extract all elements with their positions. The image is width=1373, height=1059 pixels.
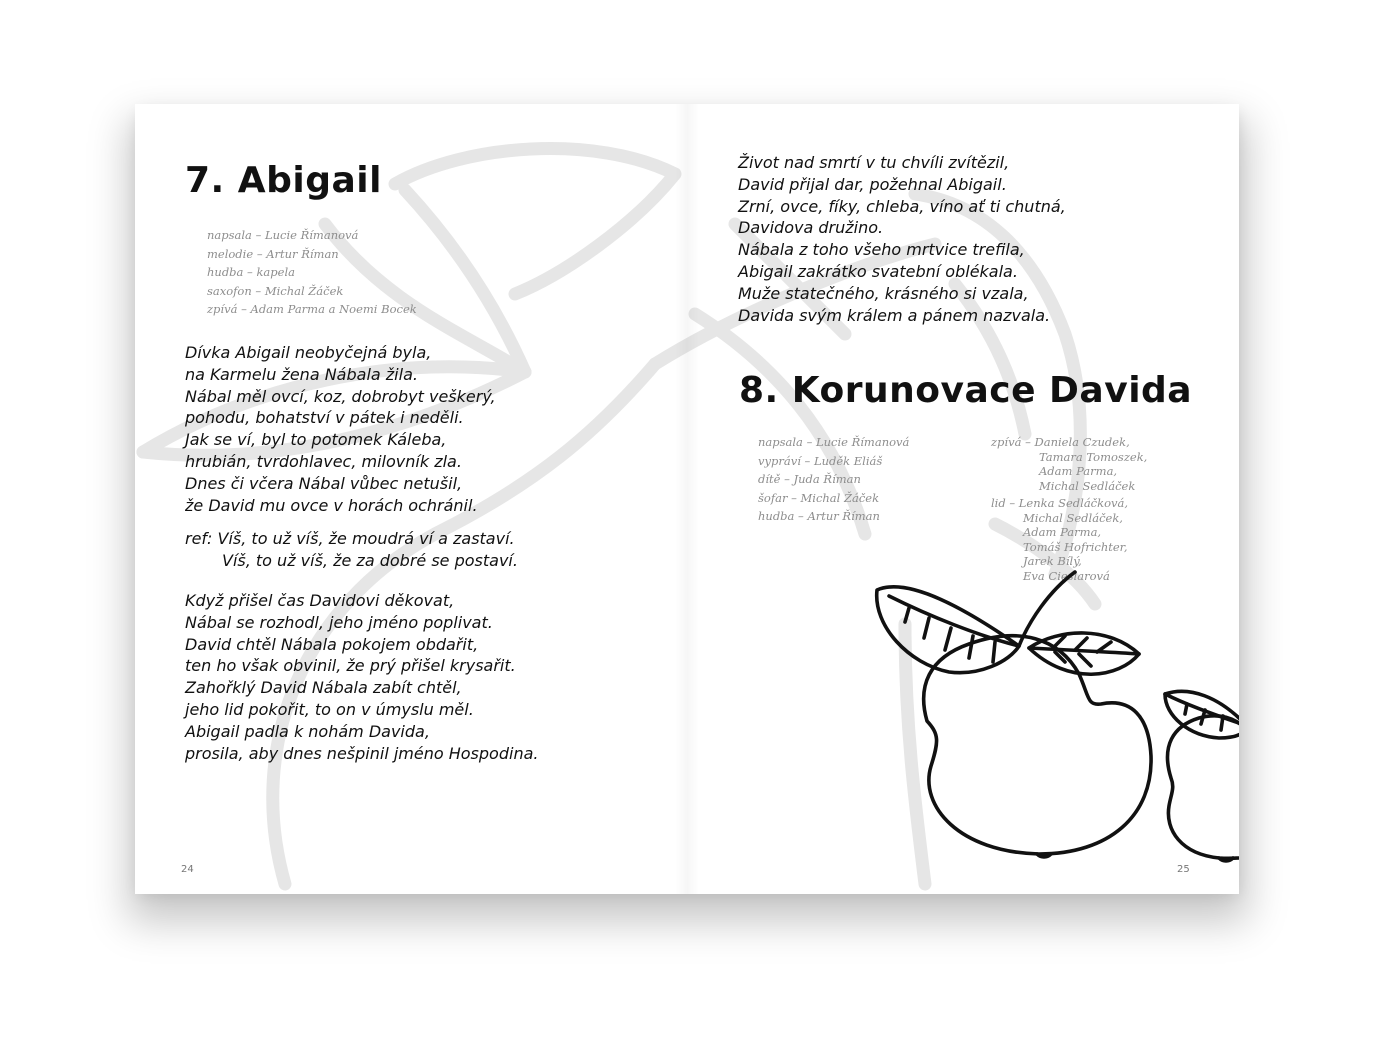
credit-line: zpívá – Daniela Czudek, [991,435,1130,449]
credit-line: Tamara Tomoszek, [1039,449,1148,464]
lyric-line: ten ho však obvinil, že prý přišel krysařit. [185,656,516,676]
lyric-line: Nábal se rozhodl, jeho jméno poplivat. [185,612,493,632]
lyric-line: David chtěl Nábala pokojem obdařit, [185,634,479,654]
song-credits [758,433,909,526]
lyric-line: David přijal dar, požehnal Abigail. [738,174,1007,194]
lyric-line: Davidova družino. [738,218,884,238]
credit-line: Michal Sedláček, [1023,510,1123,525]
credit-line: saxofon – Michal Žáček [207,283,344,298]
credit-line: hudba – kapela [207,265,295,280]
page-25 [687,104,1239,894]
lyric-line: Víš, to už víš, že za dobré se postaví. [222,550,518,570]
lyric-line: že David mu ovce v horách ochránil. [185,495,478,515]
lyric-line: Dívka Abigail neobyčejná byla, [185,343,432,362]
page-number: 25 [1177,864,1190,875]
credit-line: melodie – Artur Říman [207,246,339,261]
lyric-line: Dnes či včera Nábal vůbec netušil, [185,473,463,493]
lyric-line: Abigail padla k nohám Davida, [185,721,430,741]
credit-line: vypráví – Luděk Eliáš [758,453,883,468]
credit-line: šofar – Michal Žáček [758,490,880,505]
song-title-abigail: 7. Abigail [185,160,382,201]
credit-line: hudba – Artur Říman [758,509,880,524]
lyric-line: jeho lid pokořit, to on v úmyslu měl. [185,699,474,719]
lyric-line: hrubián, tvrdohlavec, milovník zla. [185,451,462,471]
lyric-line: ref: Víš, to už víš, že moudrá ví a zastaví. [185,529,515,548]
pears-illustration [869,566,1239,866]
lyric-line: Zahořklý David Nábala zabít chtěl, [185,678,462,698]
credit-line: Adam Parma, [1039,464,1118,478]
lyric-line: Nábala z toho všeho mrtvice trefila, [738,240,1025,260]
credit-line: Adam Parma, [1023,525,1102,539]
credit-line: dítě – Juda Říman [758,472,861,487]
lyric-line: Když přišel čas Davidovi děkovat, [185,591,455,610]
song-singers [991,435,1147,583]
credit-line: zpívá – Adam Parma a Noemi Bocek [207,302,417,317]
song-credits [207,226,417,319]
lyric-line: pohodu, bohatství v pátek i neděli. [185,408,464,428]
page-number: 24 [181,864,194,875]
lyric-line: Nábal měl ovcí, koz, dobrobyt veškerý, [185,386,496,406]
credit-line: napsala – Lucie Římanová [758,435,910,449]
credit-line: Tomáš Hofrichter, [1023,539,1128,554]
credit-line: Eva Cieslarová [1023,568,1110,583]
credit-line: Michal Sedláček [1039,478,1136,493]
credit-line: lid – Lenka Sedláčková, [991,496,1129,510]
verse-3 [738,152,1066,326]
lyric-line: prosila, aby dnes nešpinil jméno Hospodina. [185,743,539,763]
credit-line: napsala – Lucie Římanová [207,228,359,242]
credit-line: Jarek Bílý, [1023,554,1082,568]
lyric-line: Jak se ví, byl to potomek Káleba, [185,430,447,450]
lyric-line: Život nad smrtí v tu chvíli zvítězil, [738,153,1010,172]
lyric-line: na Karmelu žena Nábala žila. [185,364,418,384]
song-title-korunovace: 8. Korunovace Davida [739,370,1193,411]
verse-1 [185,342,496,516]
lyric-line: Muže statečného, krásného si vzala, [738,283,1029,303]
page-24 [135,104,687,894]
refrain [185,528,518,572]
lyric-line: Zrní, ovce, fíky, chleba, víno ať ti chutná, [738,196,1066,216]
verse-2 [185,590,538,764]
lyric-line: Davida svým králem a pánem nazvala. [738,305,1051,325]
lyric-line: Abigail zakrátko svatební oblékala. [738,261,1018,281]
book-spread [135,104,1239,894]
